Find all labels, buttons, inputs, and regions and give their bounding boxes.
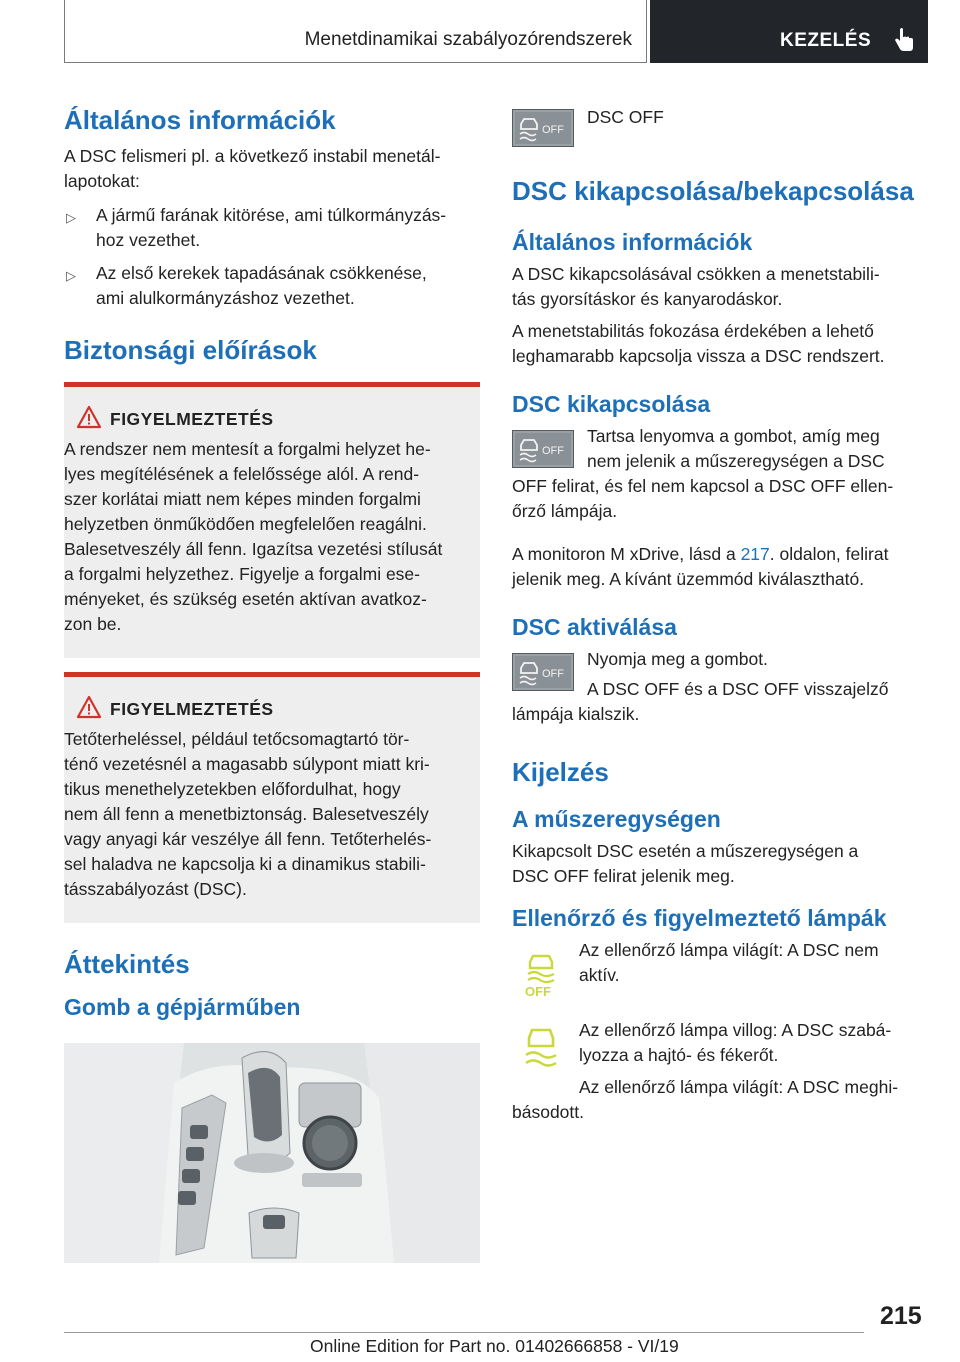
dsc-off-button-row [512,100,928,150]
text-line: jelenik meg. A kívánt üzemmód kiválasztható. [512,569,865,589]
warning-triangle-icon [76,695,102,719]
text-line: DSC OFF felirat jelenik meg. [512,866,735,886]
dsc-lamp-icon [520,1024,562,1072]
warning-header [64,697,480,723]
dsc-off-label: DSC OFF [587,107,664,127]
warning-line: zon be. [64,614,122,634]
text-line: aktív. [579,965,620,985]
warning-line: Balesetveszély áll fenn. Igazítsa vezetési stílusát [64,539,443,559]
warning-line: ményeket, és szükség esetén aktívan avatkoz- [64,589,427,609]
button-in-vehicle-heading: Gomb a gépjárműben [64,994,301,1020]
icon-off-text: OFF [542,668,564,680]
general-info-heading: Általános információk [64,105,336,135]
lamp-row [512,1018,928,1125]
dsc-activate-instructions [512,647,928,727]
warning-line: sel haladva ne kapcsolja ki a dinamikus stabili- [64,854,426,874]
section-tab [64,0,647,63]
footer-divider [64,1332,864,1333]
overview-heading: Áttekintés [64,949,190,979]
monitor-text-pre: A monitoron M xDrive, lásd a [512,544,741,564]
icon-off-text: OFF [542,445,564,457]
dsc-off-button-icon [512,430,574,468]
dsc-off-button-icon [512,109,574,147]
warning-line: ténő vezetésnél a magasabb súlypont miatt kri- [64,754,430,774]
warning-line: szer korlátai miatt nem képes minden forgalmi [64,489,421,509]
text-line: Kikapcsolt DSC esetén a műszeregységen a [512,841,859,861]
dsc-off-heading: DSC kikapcsolása [512,391,711,417]
right-column [512,100,928,1125]
icon-off-text: OFF [542,124,564,136]
text-line: nem jelenik a műszeregységen a DSC [587,451,885,471]
chapter-label: KEZELÉS [780,30,872,51]
warning-title: FIGYELMEZTETÉS [110,699,274,719]
text-line: Az ellenőrző lámpa villog: A DSC szabá- [579,1020,892,1040]
warning-triangle-icon [76,405,102,429]
dsc-off-lamp-icon [522,950,560,998]
text-line: lyozza a hajtó- és fékerőt. [579,1045,779,1065]
lamps-heading: Ellenőrző és figyelmeztető lámpák [512,905,887,931]
lamp-row [512,938,928,1002]
warning-box [64,382,480,658]
warning-header [64,407,480,433]
text-line: Az ellenőrző lámpa világít: A DSC nem [579,940,879,960]
text-line: Az ellenőrző lámpa világít: A DSC meghi- [579,1077,899,1097]
warning-line: Tetőterheléssel, például tetőcsomagtartó tör- [64,729,410,749]
chapter-tab [650,0,928,63]
warning-line: vagy anyagi kár veszélye áll fenn. Tetőterhelés- [64,829,432,849]
text-line: őrző lámpája. [512,501,618,521]
footer-edition: Online Edition for Part no. 01402666858 - VI/19 [310,1336,679,1356]
warning-body [64,727,480,902]
monitor-text-post: . oldalon, felirat [769,544,889,564]
dsc-off-button-icon [512,653,574,691]
general-info-line: A DSC felismeri pl. a következő instabil menetál- [64,146,441,166]
center-console-image [64,1043,480,1263]
triangle-bullet-icon: ▷ [66,210,76,225]
list-item [64,261,480,311]
dsc-toggle-heading: DSC kikapcsolása/bekapcsolása [512,176,914,206]
warning-line: lyes megítélésének a felelőssége alól. A rend- [64,464,420,484]
list-item-text: ami alulkormányzáshoz vezethet. [96,288,355,308]
display-heading: Kijelzés [512,757,609,787]
section-title: Menetdinamikai szabályozórendszerek [304,29,632,50]
text-line: Tartsa lenyomva a gombot, amíg meg [587,426,880,446]
general-info-line: lapotokat: [64,171,140,191]
page-number: 215 [880,1302,922,1330]
text-line: A DSC OFF és a DSC OFF visszajelző [587,679,889,699]
warning-line: tikus menethelyzetekben előfordulhat, hogy [64,779,401,799]
warning-box [64,672,480,923]
list-item-text: A jármű farának kitörése, ami túlkormányzás- [96,205,447,225]
warning-line: nem áll fenn a menetbiztonság. Balesetveszély [64,804,429,824]
warning-title: FIGYELMEZTETÉS [110,409,274,429]
text-line: Nyomja meg a gombot. [587,649,768,669]
list-item-text: Az első kerekek tapadásának csökkenése, [96,263,427,283]
warning-line: tásszabályozást (DSC). [64,879,247,899]
general-info-heading-right: Általános információk [512,229,753,255]
warning-line: helyzetben önműködően megfelelően reagálni. [64,514,427,534]
hand-pointer-icon [892,27,916,53]
text-line: básodott. [512,1102,584,1122]
text-line: leghamarabb kapcsolja vissza a DSC rendszert. [512,346,885,366]
text-line: tás gyorsításkor és kanyarodáskor. [512,289,783,309]
cluster-heading: A műszeregységen [512,806,721,832]
text-line: A DSC kikapcsolásával csökken a menetstabili- [512,264,880,284]
dsc-off-instructions [512,424,928,524]
text-line: OFF felirat, és fel nem kapcsol a DSC OFF ellen- [512,476,894,496]
list-item [64,203,480,253]
triangle-bullet-icon: ▷ [66,268,76,283]
safety-heading: Biztonsági előírások [64,335,317,365]
page-link[interactable]: 217 [740,544,770,564]
text-line: A menetstabilitás fokozása érdekében a lehető [512,321,874,341]
dsc-activate-heading: DSC aktiválása [512,614,677,640]
list-item-text: hoz vezethet. [96,230,201,250]
text-line [512,542,928,567]
page-header [64,0,928,65]
warning-line: A rendszer nem mentesít a forgalmi helyzet he- [64,439,431,459]
icon-off-text: OFF [525,984,551,998]
warning-line: a forgalmi helyzethez. Figyelje a forgalmi ese- [64,564,420,584]
text-line: lámpája kialszik. [512,704,640,724]
left-column [64,100,480,1021]
warning-body [64,437,480,637]
